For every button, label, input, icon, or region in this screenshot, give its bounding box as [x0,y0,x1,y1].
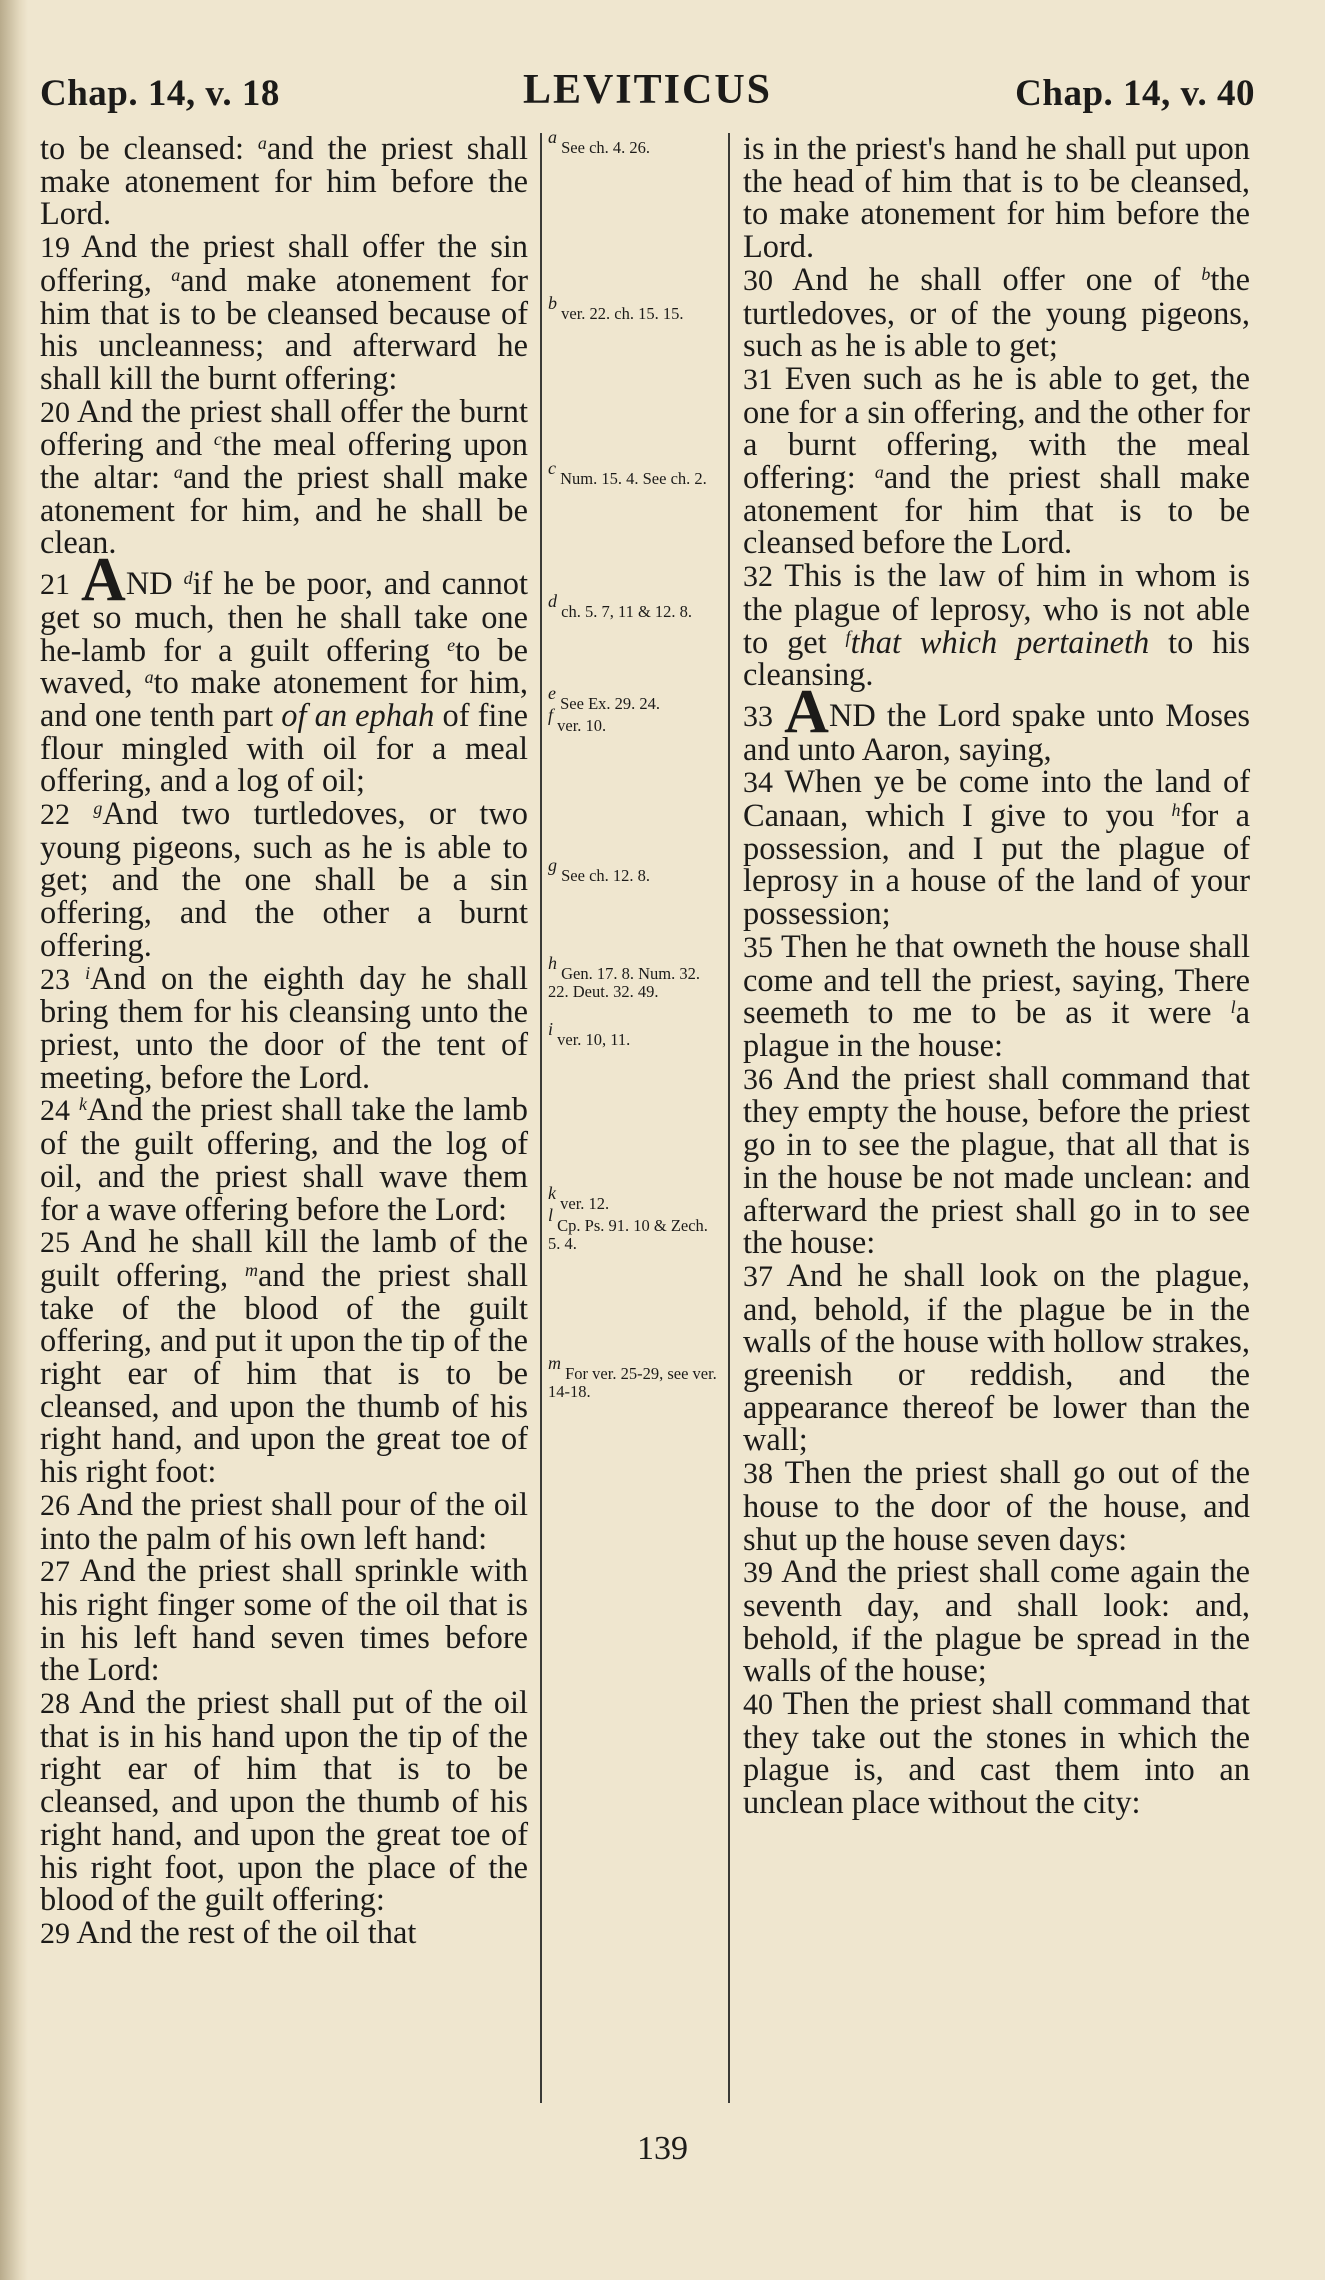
margin-note: i ver. 10, 11. [548,1019,631,1049]
column-divider-right [728,133,730,2103]
margin-note: e See Ex. 29. 24. [548,683,661,713]
verse-25: 25 And he shall kill the lamb of the guilt offering, $^m$and the priest shall take of the blood of the guilt offering, and put it upon the tip of the right ear of him that is to be cleansed, and upon the thumb of his right hand, and upon the great toe of his right foot: [40,1224,528,1491]
verse-21: 21 AND $^d$if he be poor, and cannot get so much, then he shall take one he-lamb for a guilt offering $^e$to be waved, $^a$to make atonement for him, and one tenth part of an ephah of fine flour mingled with oil for a meal offering, and a log of oil; [40,546,528,800]
margin-note: h Gen. 17. 8. Num. 32. 22. Deut. 32. 49. [548,953,700,1001]
verse-31: 31 Even such as he is able to get, the one for a sin offering, and the other for a burnt offering, with the meal offering: $^a$and the priest shall make atonement for him that is to be cleansed before the Lord. [743,360,1250,562]
margin-note: m For ver. 25-29, see ver. 14-18. [548,1353,717,1401]
running-header [40,62,1255,122]
verse-24: 24 $^k$And the priest shall take the lamb of the guilt offering, and the log of oil, and the priest shall wave them for a wave offering before the Lord: [40,1092,528,1228]
verse-29: 29 And the rest of the oil that [40,1914,417,1951]
margin-references [548,127,718,2133]
verse-37: 37 And he shall look on the plague, and, behold, if the plague be in the walls of the house with hollow strakes, greenish or reddish, and the appearance thereof be lower than the wall; [743,1257,1250,1459]
header-chapter-end: Chap. 14, v. 40 [1015,73,1255,114]
verse-39: 39 And the priest shall come again the seventh day, and shall look: and, behold, if the plague be spread in the walls of the house; [743,1554,1250,1690]
verse-29-cont: is in the priest's hand he shall put upon the head of him that is to be cleansed, to make atonement for him before the Lord. [743,131,1250,266]
margin-note: f ver. 10. [548,705,607,735]
column-divider-left [540,133,542,2103]
verse-23: 23 $^i$And on the eighth day he shall bring them for his cleansing unto the priest, unto the door of the tent of meeting, before the Lord. [40,960,528,1096]
verse-30: 30 And he shall offer one of $^b$the turtledoves, or of the young pigeons, such as he is able to get; [743,261,1250,365]
page-number: 139 [637,2130,688,2167]
page-binding-edge [0,0,28,2280]
verse-28: 28 And the priest shall put of the oil that is in his hand upon the tip of the right ear of him that is to be cleansed, and upon the thumb of his right hand, and upon the great toe of his right foot, upon the place of the blood of the guilt offering: [40,1685,528,1919]
header-chapter-start: Chap. 14, v. 18 [40,73,280,114]
margin-note: g See ch. 12. 8. [548,855,651,885]
verse-34: 34 When ye be come into the land of Canaan, which I give to you $^h$for a possession, and I put the plague of leprosy in a house of the land of your possession; [743,764,1250,933]
verse-35: 35 Then he that owneth the house shall come and tell the priest, saying, There seemeth to me to be as it were $^l$a plague in the house: [743,928,1251,1064]
verse-40: 40 Then the priest shall command that they take out the stones in which the plague is, and cast them into an unclean place without the city: [743,1686,1251,1822]
verse-20: 20 And the priest shall offer the burnt offering and $^c$the meal offering upon the altar: $^a$and the priest shall make atonement for him, and he shall be clean. [40,393,528,562]
margin-note: a See ch. 4. 26. [548,127,651,157]
left-text-column [40,133,528,1951]
margin-note: d ch. 5. 7, 11 & 12. 8. [548,591,693,621]
margin-note: k ver. 12. [548,1183,610,1213]
verse-36: 36 And the priest shall command that they empty the house, before the priest go in to see the plague, that all that is in the house be not made unclean: and afterward the priest shall go in to see the house: [743,1060,1250,1262]
verse-27: 27 And the priest shall sprinkle with his right finger some of the oil that is in his left hand seven times before the Lord: [40,1553,529,1689]
margin-note: b ver. 22. ch. 15. 15. [548,293,684,323]
verse-19: 19 And the priest shall offer the sin offering, $^a$and make atonement for him that is to be cleansed because of his uncleanness; and afterward he shall kill the burnt offering: [40,229,528,397]
margin-note: c Num. 15. 4. See ch. 2. [548,458,707,488]
verse-26: 26 And the priest shall pour of the oil into the palm of his own left hand: [40,1486,528,1557]
verse-38: 38 Then the priest shall go out of the house to the door of the house, and shut up the house seven days: [743,1455,1251,1558]
verse-18-cont: to be cleansed: $^a$and the priest shall make atonement for him before the Lord. [40,131,528,233]
header-book-title: LEVITICUS [522,67,773,113]
verse-22: 22 $^g$And two turtledoves, or two young pigeons, such as he is able to get; and the one shall be a sin offering, and the other a burnt offering. [40,796,528,964]
verse-32: 32 This is the law of him in whom is the plague of leprosy, who is not able to get $^f$that which pertaineth to his cleansing. [743,558,1250,694]
verse-33: 33 AND the Lord spake unto Moses and unto Aaron, saying, [743,677,1250,768]
right-text-column [743,133,1250,1820]
margin-note: l Cp. Ps. 91. 10 & Zech. 5. 4. [548,1205,708,1253]
